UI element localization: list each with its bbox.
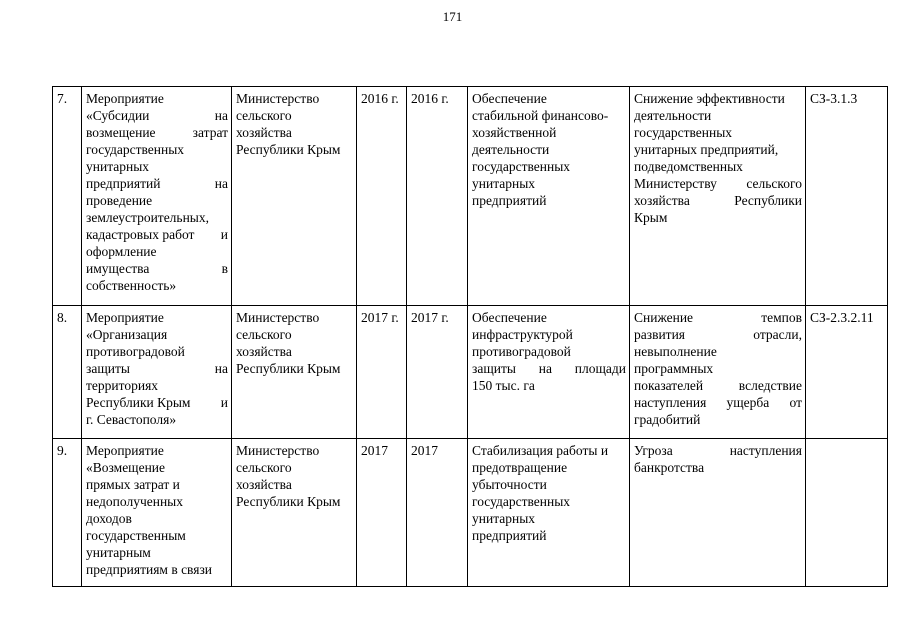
cell-line: программных (634, 361, 714, 376)
row-number: 7. (53, 87, 82, 306)
cell-line: хозяйства (236, 125, 292, 140)
cell-word: «Субсидии (86, 108, 150, 123)
cell-line: хозяйства (236, 344, 292, 359)
event-description (82, 439, 232, 587)
cell-line: Республики Крым (236, 361, 341, 376)
risk-consequence (630, 87, 806, 306)
cell-line (634, 442, 802, 459)
cell-line: недополученных (86, 494, 183, 509)
cell-line: государственных (634, 125, 733, 140)
cell-line: Министерство (236, 310, 320, 325)
responsible-ministry (232, 439, 357, 587)
row-number: 9. (53, 439, 82, 587)
cell-line: предприятиям в связи (86, 562, 213, 577)
responsible-ministry (232, 87, 357, 306)
cell-word: наступления (729, 443, 802, 458)
cell-line: 150 тыс. га (472, 378, 535, 393)
start-year: 2017 г. (357, 306, 407, 439)
cell-word: и (220, 227, 228, 242)
indicator-code: СЗ-2.3.2.11 (806, 306, 888, 439)
cell-line (86, 226, 228, 243)
event-description (82, 87, 232, 306)
cell-line: прямых затрат и (86, 477, 180, 492)
indicator-code (806, 439, 888, 587)
event-description (82, 306, 232, 439)
cell-line: хозяйства (236, 477, 292, 492)
cell-line (634, 192, 802, 209)
cell-line: убыточности (472, 477, 547, 492)
start-year: 2017 (357, 439, 407, 587)
cell-line: сельского (236, 460, 292, 475)
cell-word: Республики (734, 193, 802, 208)
cell-line: унитарных (472, 176, 536, 191)
cell-word: и (220, 395, 228, 410)
cell-line: Республики Крым (236, 142, 341, 157)
cell-line: унитарным (86, 545, 151, 560)
cell-word: на (538, 361, 552, 376)
cell-line (634, 309, 802, 326)
cell-word: предприятий (86, 176, 161, 191)
cell-word: от (789, 395, 802, 410)
start-year: 2016 г. (357, 87, 407, 306)
cell-line: Республики Крым (236, 494, 341, 509)
cell-line: деятельности (634, 108, 712, 123)
cell-word: площади (574, 361, 626, 376)
cell-line: Мероприятие (86, 443, 164, 458)
cell-line: невыполнение (634, 344, 717, 359)
cell-line (634, 326, 802, 343)
responsible-ministry (232, 306, 357, 439)
cell-word: показателей (634, 378, 704, 393)
cell-line: Обеспечение (472, 91, 547, 106)
cell-line: сельского (236, 327, 292, 342)
indicator-code: СЗ-3.1.3 (806, 87, 888, 306)
cell-line: Министерство (236, 443, 320, 458)
cell-line: Снижение эффективности (634, 91, 785, 106)
cell-word: возмещение (86, 125, 156, 140)
cell-line (472, 360, 626, 377)
end-year: 2017 г. (407, 306, 468, 439)
cell-line: Министерство (236, 91, 320, 106)
cell-word: сельского (746, 176, 802, 191)
cell-line (86, 360, 228, 377)
cell-line (634, 175, 802, 192)
cell-word: Министерству (634, 176, 717, 191)
expected-result (468, 87, 630, 306)
end-year: 2017 (407, 439, 468, 587)
cell-word: защиты (472, 361, 516, 376)
cell-line: собственность» (86, 278, 177, 293)
cell-line (634, 394, 802, 411)
cell-word: на (214, 108, 228, 123)
cell-line: подведомственных (634, 159, 743, 174)
cell-line: Мероприятие (86, 91, 164, 106)
page-number: 171 (442, 9, 463, 24)
expected-result (468, 306, 630, 439)
cell-line: предприятий (472, 193, 547, 208)
cell-word: затрат (192, 125, 228, 140)
risk-consequence (630, 306, 806, 439)
table-row (53, 306, 888, 439)
cell-line: хозяйственной (472, 125, 557, 140)
cell-line: доходов (86, 511, 132, 526)
cell-line (86, 260, 228, 277)
cell-word: защиты (86, 361, 130, 376)
cell-word: отрасли, (753, 327, 802, 342)
cell-line: государственных (472, 159, 571, 174)
cell-word: развития (634, 327, 686, 342)
cell-word: на (214, 176, 228, 191)
cell-line: предприятий (472, 528, 547, 543)
cell-line: Мероприятие (86, 310, 164, 325)
cell-line: «Возмещение (86, 460, 166, 475)
cell-line: Стабилизация работы и (472, 443, 609, 458)
cell-line: градобитий (634, 412, 701, 427)
cell-word: хозяйства (634, 193, 690, 208)
cell-word: наступления (634, 395, 707, 410)
measures-table (52, 86, 888, 587)
cell-line: деятельности (472, 142, 550, 157)
cell-word: вследствие (738, 378, 802, 393)
cell-word: кадастровых работ (86, 227, 195, 242)
cell-line: г. Севастополя» (86, 412, 177, 427)
cell-line: сельского (236, 108, 292, 123)
expected-result (468, 439, 630, 587)
cell-word: Снижение (634, 310, 694, 325)
cell-line: государственных (472, 494, 571, 509)
cell-line: унитарных (472, 511, 536, 526)
table-body (53, 87, 888, 587)
cell-word: в (221, 261, 228, 276)
cell-line: Обеспечение (472, 310, 547, 325)
table-row (53, 439, 888, 587)
cell-word: ущерба (726, 395, 770, 410)
table-row (53, 87, 888, 306)
cell-line: унитарных (86, 159, 150, 174)
cell-line (86, 394, 228, 411)
cell-line: «Организация (86, 327, 168, 342)
cell-line: унитарных предприятий, (634, 142, 779, 157)
cell-word: Угроза (634, 443, 673, 458)
cell-line (86, 175, 228, 192)
cell-line: стабильной финансово- (472, 108, 609, 123)
cell-line: оформление (86, 244, 157, 259)
cell-line (86, 107, 228, 124)
cell-line (86, 124, 228, 141)
cell-line: землеустроительных, (86, 210, 209, 225)
cell-line: Крым (634, 210, 668, 225)
cell-line: противоградовой (472, 344, 571, 359)
cell-line: государственных (86, 142, 185, 157)
cell-line: предотвращение (472, 460, 568, 475)
risk-consequence (630, 439, 806, 587)
cell-line: противоградовой (86, 344, 185, 359)
cell-line: инфраструктурой (472, 327, 573, 342)
cell-word: имущества (86, 261, 150, 276)
cell-line: проведение (86, 193, 153, 208)
end-year: 2016 г. (407, 87, 468, 306)
cell-line (634, 377, 802, 394)
cell-word: темпов (761, 310, 802, 325)
cell-word: на (214, 361, 228, 376)
row-number: 8. (53, 306, 82, 439)
cell-line: государственным (86, 528, 186, 543)
cell-line: банкротства (634, 460, 705, 475)
cell-line: территориях (86, 378, 159, 393)
cell-word: Республики Крым (86, 395, 191, 410)
